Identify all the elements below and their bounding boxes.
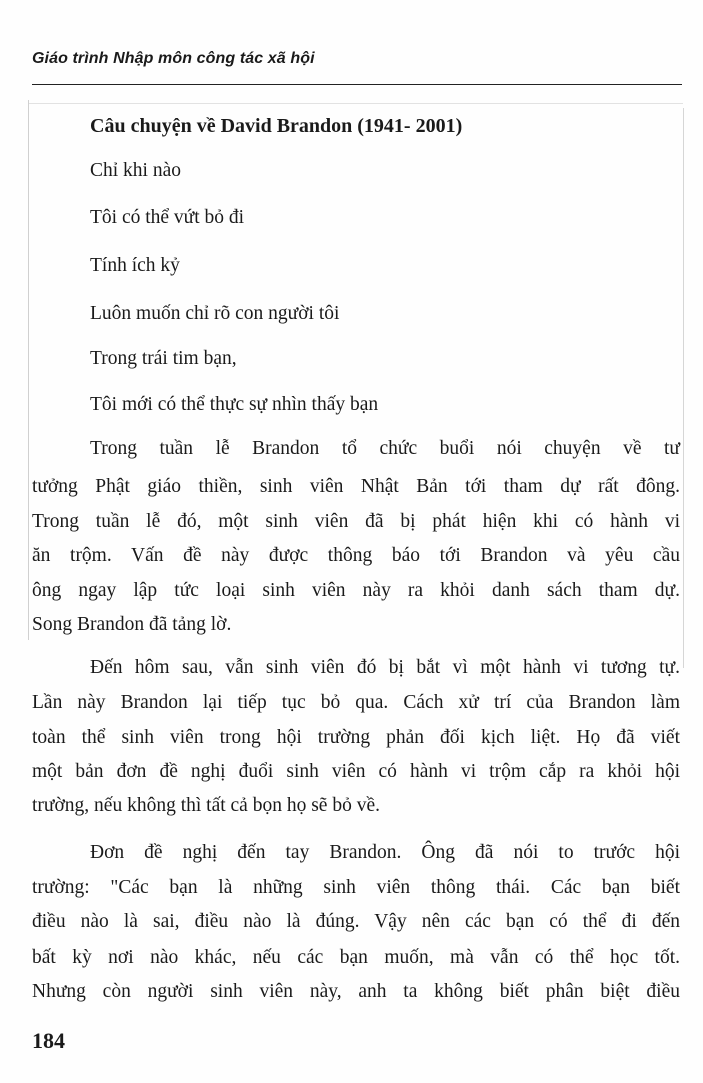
paragraph-3-line: bất kỳ nơi nào khác, nếu các bạn muốn, mà vẫn có thể học tốt.	[32, 947, 680, 968]
paragraph-2-line: Lần này Brandon lại tiếp tục bỏ qua. Cách xử trí của Brandon làm	[32, 692, 680, 713]
header-rule	[32, 84, 682, 85]
paragraph-1-line: Song Brandon đã tảng lờ.	[32, 614, 232, 635]
paragraph-2-line: Đến hôm sau, vẫn sinh viên đó bị bắt vì một hành vi tương tự.	[90, 657, 680, 678]
poem-line: Tính ích kỷ	[90, 255, 180, 276]
poem-line: Chỉ khi nào	[90, 160, 181, 181]
paragraph-1-line: ăn trộm. Vấn đề này được thông báo tới Brandon và yêu cầu	[32, 545, 680, 566]
poem-line: Trong trái tim bạn,	[90, 348, 237, 369]
paragraph-2-line: trường, nếu không thì tất cả bọn họ sẽ bỏ về.	[32, 795, 380, 816]
paragraph-1-line: ông ngay lập tức loại sinh viên này ra khỏi danh sách tham dự.	[32, 580, 680, 601]
quote-box-left-edge	[28, 100, 29, 640]
quote-box-top-edge	[28, 103, 683, 104]
page-number: 184	[32, 1028, 65, 1053]
paragraph-1-line: Trong tuần lễ Brandon tổ chức buổi nói chuyện về tư	[90, 438, 680, 459]
paragraph-3-line: trường: "Các bạn là những sinh viên thông thái. Các bạn biết	[32, 877, 680, 898]
paragraph-1-line: Trong tuần lễ đó, một sinh viên đã bị phát hiện khi có hành vi	[32, 511, 680, 532]
running-header: Giáo trình Nhập môn công tác xã hội	[32, 50, 315, 67]
quote-box-right-edge	[683, 108, 684, 668]
paragraph-3-line: Đơn đề nghị đến tay Brandon. Ông đã nói to trước hội	[90, 842, 680, 863]
paragraph-1-line: tưởng Phật giáo thiền, sinh viên Nhật Bản tới tham dự rất đông.	[32, 476, 680, 497]
paragraph-3-line: Nhưng còn người sinh viên này, anh ta không biết phân biệt điều	[32, 981, 680, 1002]
poem-title: Câu chuyện về David Brandon (1941- 2001)	[90, 115, 463, 137]
poem-line: Tôi có thể vứt bỏ đi	[90, 207, 245, 228]
paragraph-2-line: một bản đơn đề nghị đuổi sinh viên có hành vi trộm cắp ra khỏi hội	[32, 761, 680, 782]
paragraph-2-line: toàn thể sinh viên trong hội trường phản đối kịch liệt. Họ đã viết	[32, 727, 680, 748]
poem-line: Tôi mới có thể thực sự nhìn thấy bạn	[90, 394, 379, 415]
poem-line: Luôn muốn chỉ rõ con người tôi	[90, 303, 340, 324]
paragraph-3-line: điều nào là sai, điều nào là đúng. Vậy nên các bạn có thể đi đến	[32, 911, 680, 932]
